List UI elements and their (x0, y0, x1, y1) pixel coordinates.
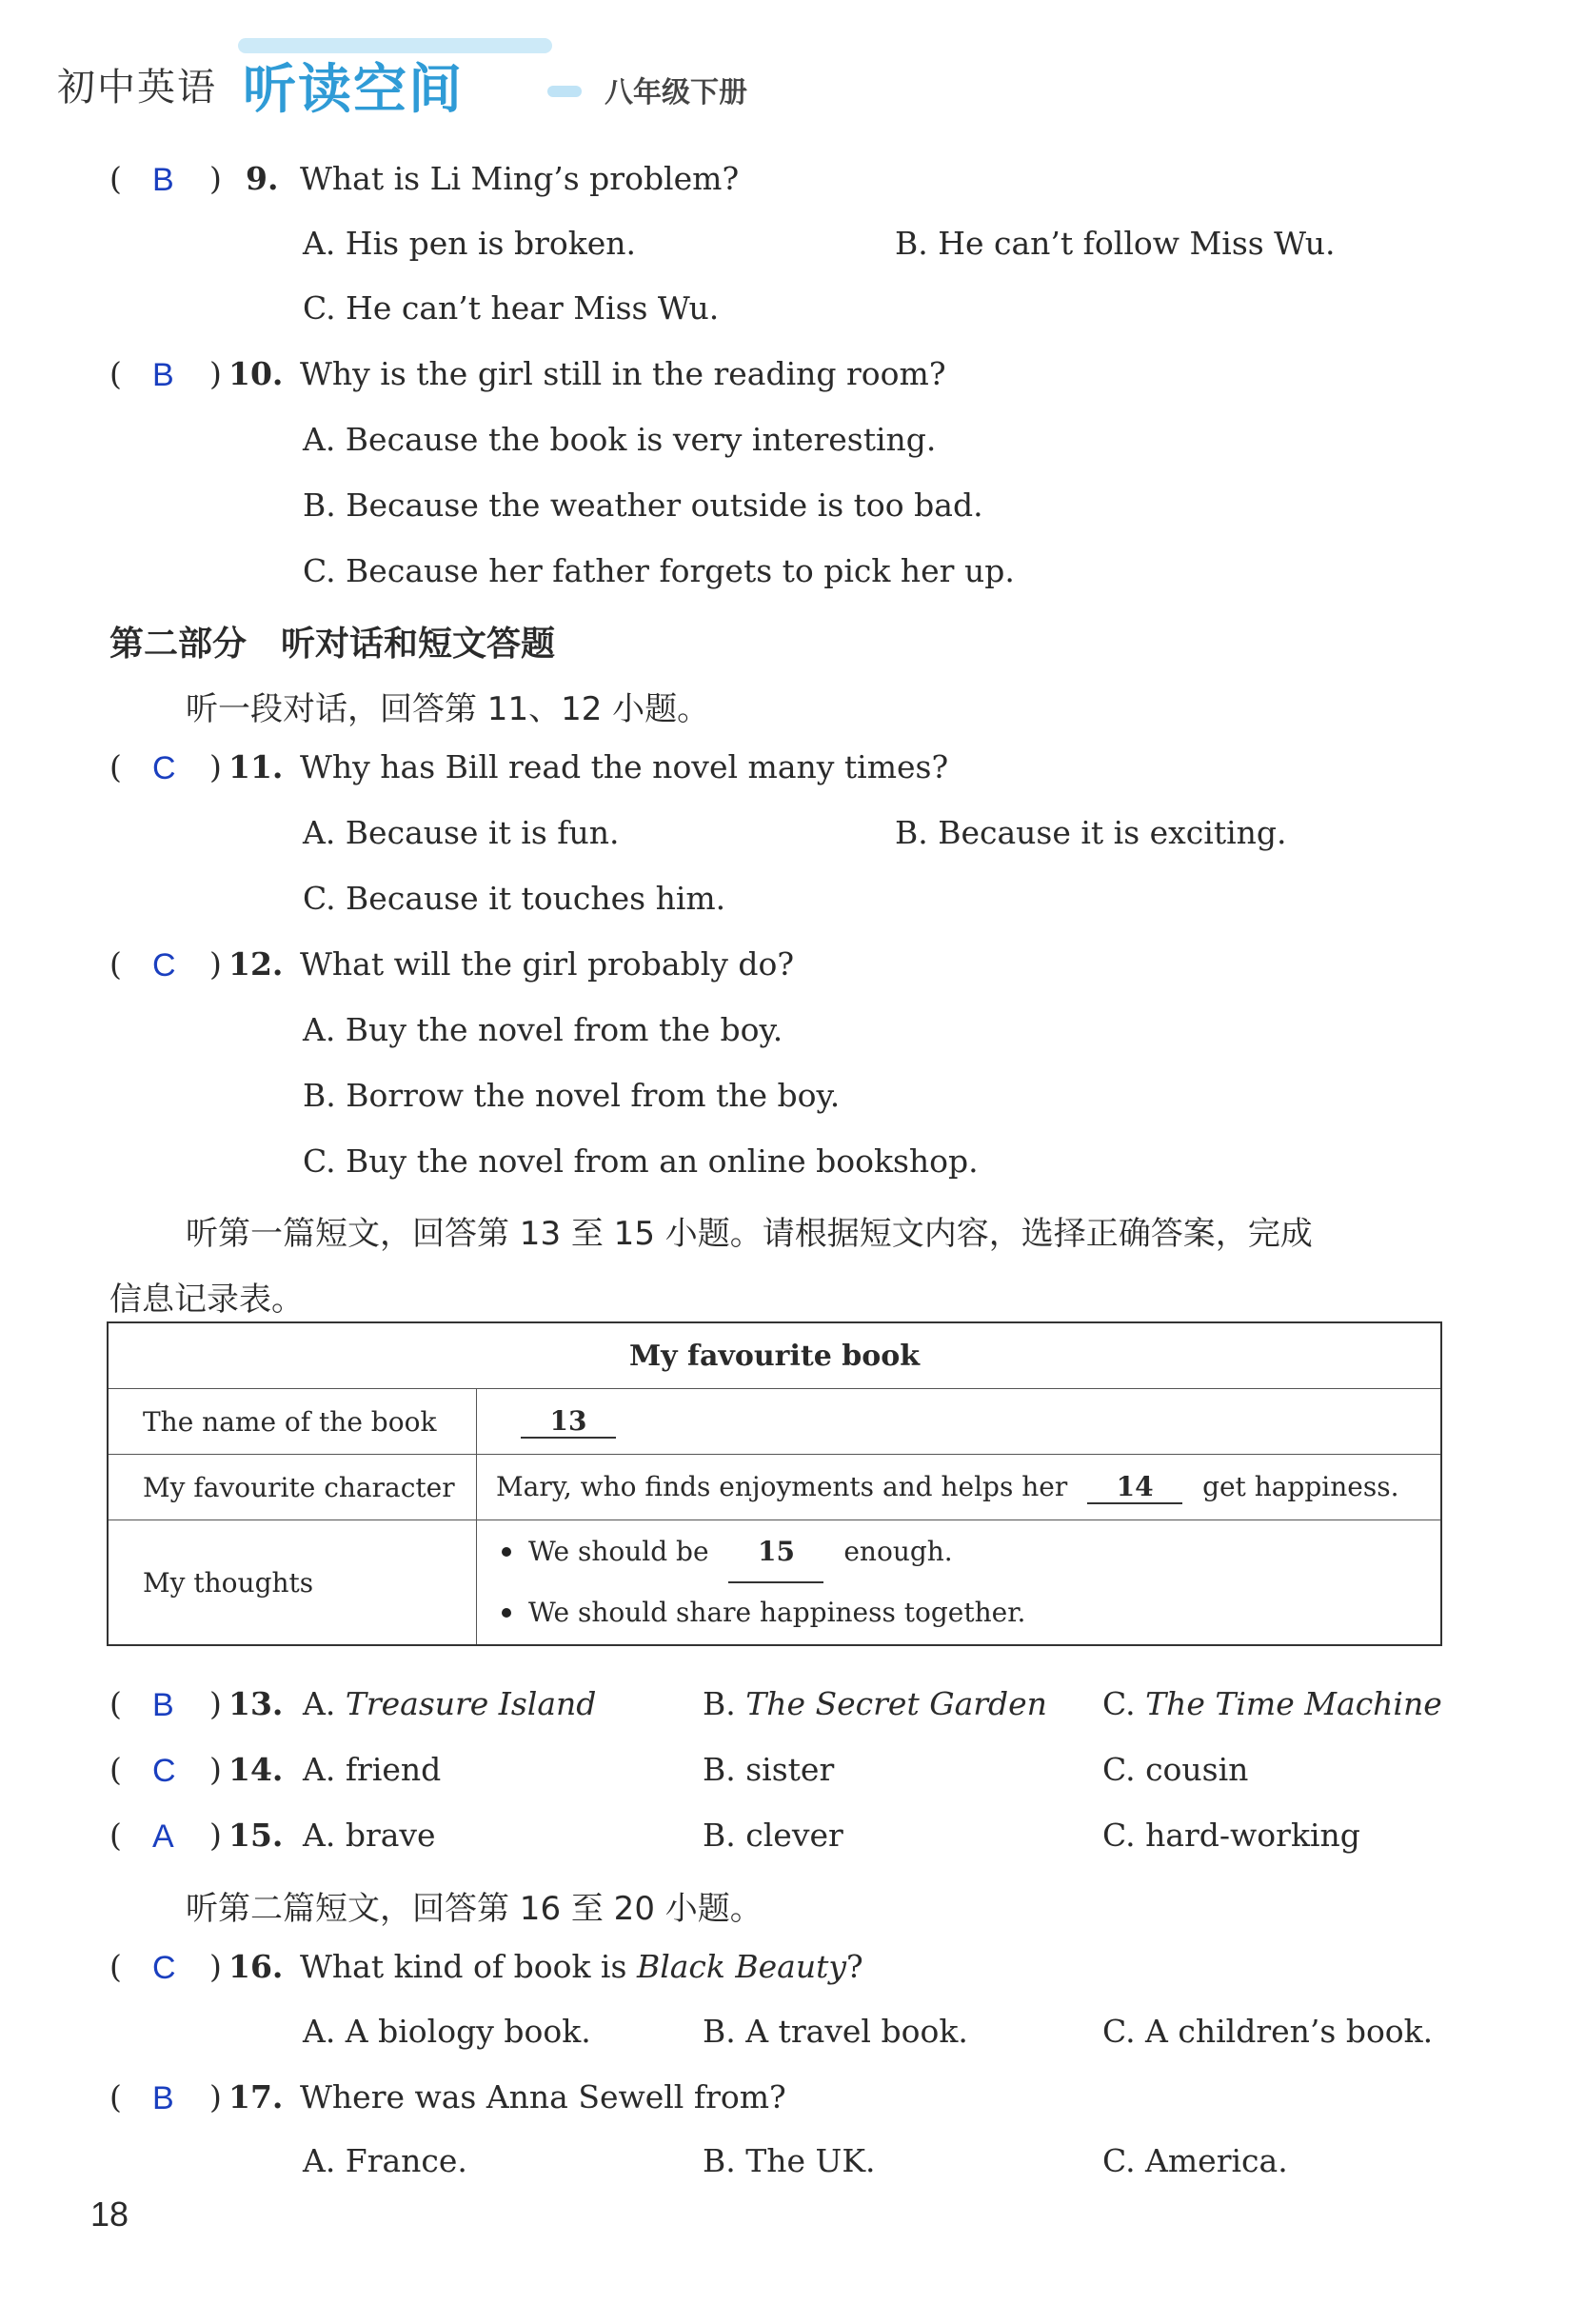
paren-close: ) (209, 1685, 222, 1722)
option: A. brave (303, 1817, 436, 1854)
section-instruction: 听一段对话，回答第 11、12 小题。 (186, 690, 710, 728)
option: A. Because the book is very interesting. (303, 421, 937, 458)
answer: B (152, 162, 174, 198)
paren-close: ) (209, 160, 222, 197)
question-number: 13. (228, 1685, 284, 1722)
table-value (477, 1520, 1442, 1646)
option: B. Borrow the novel from the boy. (303, 1077, 841, 1114)
answer: B (152, 2080, 174, 2116)
answer: C (152, 947, 176, 983)
question-number: 9. (246, 160, 279, 197)
paren-open: ( (109, 2078, 122, 2115)
option: B. clever (703, 1817, 843, 1854)
answer: B (152, 357, 174, 393)
option: C. Buy the novel from an online bookshop. (303, 1142, 979, 1180)
question-number: 17. (228, 2078, 284, 2115)
section-instruction-cont: 信息记录表。 (109, 1281, 304, 1319)
table-value (477, 1389, 1442, 1455)
option: B. The Secret Garden (703, 1685, 1047, 1722)
paren-close: ) (209, 945, 222, 983)
answer: C (152, 1950, 176, 1986)
paren-close: ) (209, 355, 222, 392)
table-label: The name of the book (108, 1389, 477, 1455)
paren-open: ( (109, 1751, 122, 1788)
option: A. A biology book. (303, 2013, 591, 2050)
question-number: 15. (228, 1817, 284, 1854)
question-number: 12. (228, 945, 284, 983)
option: B. A travel book. (703, 2013, 968, 2050)
table-text: We should share happiness together. (528, 1597, 1026, 1628)
blank-15: 15 (728, 1522, 823, 1583)
option: A. Because it is fun. (303, 814, 620, 851)
question-stem: Why is the girl still in the reading room? (300, 355, 946, 392)
question-number: 10. (228, 355, 284, 392)
paren-close: ) (209, 748, 222, 785)
grade-label: 八年级下册 (605, 76, 747, 109)
question-number: 11. (228, 748, 284, 785)
paren-open: ( (109, 160, 122, 197)
option: C. He can’t hear Miss Wu. (303, 289, 720, 327)
paren-open: ( (109, 1685, 122, 1722)
page-number: 18 (90, 2195, 129, 2234)
option: C. A children’s book. (1102, 2013, 1434, 2050)
option: C. cousin (1102, 1751, 1249, 1788)
paren-open: ( (109, 355, 122, 392)
section-instruction: 听第二篇短文，回答第 16 至 20 小题。 (186, 1890, 763, 1928)
section-instruction: 听第一篇短文，回答第 13 至 15 小题。请根据短文内容，选择正确答案，完成 (186, 1215, 1313, 1253)
info-record-table (107, 1321, 1442, 1646)
table-text: get happiness. (1202, 1470, 1399, 1502)
paren-open: ( (109, 748, 122, 785)
table-label: My favourite character (108, 1455, 477, 1520)
option: B. He can’t follow Miss Wu. (895, 225, 1336, 262)
paren-close: ) (209, 2078, 222, 2115)
paren-close: ) (209, 1817, 222, 1854)
option: B. sister (703, 1751, 835, 1788)
option: A. His pen is broken. (303, 225, 636, 262)
table-text: Mary, who finds enjoyments and helps her (496, 1470, 1068, 1502)
table-text: enough. (843, 1536, 953, 1567)
option: C. Because her father forgets to pick her up. (303, 552, 1015, 589)
option: B. The UK. (703, 2142, 876, 2179)
paren-open: ( (109, 945, 122, 983)
question-number: 14. (228, 1751, 284, 1788)
question-stem: What kind of book is Black Beauty? (300, 1948, 863, 1985)
table-text: We should be (528, 1536, 709, 1567)
option: A. Buy the novel from the boy. (303, 1011, 783, 1048)
table-title: My favourite book (108, 1322, 1441, 1389)
option: C. Because it touches him. (303, 880, 726, 917)
page-header (48, 29, 1533, 143)
brand-title: 听读空间 (243, 59, 464, 121)
header-decoration-dot (547, 86, 582, 97)
series-title: 初中英语 (57, 66, 217, 109)
option: C. America. (1102, 2142, 1288, 2179)
question-stem: What will the girl probably do? (300, 945, 795, 983)
option: A. Treasure Island (303, 1685, 597, 1722)
table-label: My thoughts (108, 1520, 477, 1646)
option: A. France. (303, 2142, 467, 2179)
option: B. Because it is exciting. (895, 814, 1287, 851)
option: C. The Time Machine (1102, 1685, 1442, 1722)
table-value (477, 1455, 1442, 1520)
question-stem: Where was Anna Sewell from? (300, 2078, 786, 2115)
bullet-icon (502, 1547, 511, 1557)
question-stem: Why has Bill read the novel many times? (300, 748, 949, 785)
paren-open: ( (109, 1817, 122, 1854)
bullet-icon (502, 1608, 511, 1618)
question-number: 16. (228, 1948, 284, 1985)
section-title: 第二部分 听对话和短文答题 (109, 625, 556, 664)
paren-close: ) (209, 1751, 222, 1788)
option: C. hard-working (1102, 1817, 1360, 1854)
blank-14: 14 (1087, 1471, 1182, 1504)
answer: A (152, 1818, 174, 1855)
option: B. Because the weather outside is too bad. (303, 487, 983, 524)
paren-close: ) (209, 1948, 222, 1985)
option: A. friend (303, 1751, 442, 1788)
answer: C (152, 1753, 176, 1789)
question-stem: What is Li Ming’s problem? (300, 160, 740, 197)
answer: B (152, 1687, 174, 1723)
blank-13: 13 (521, 1405, 616, 1439)
paren-open: ( (109, 1948, 122, 1985)
answer: C (152, 750, 176, 786)
